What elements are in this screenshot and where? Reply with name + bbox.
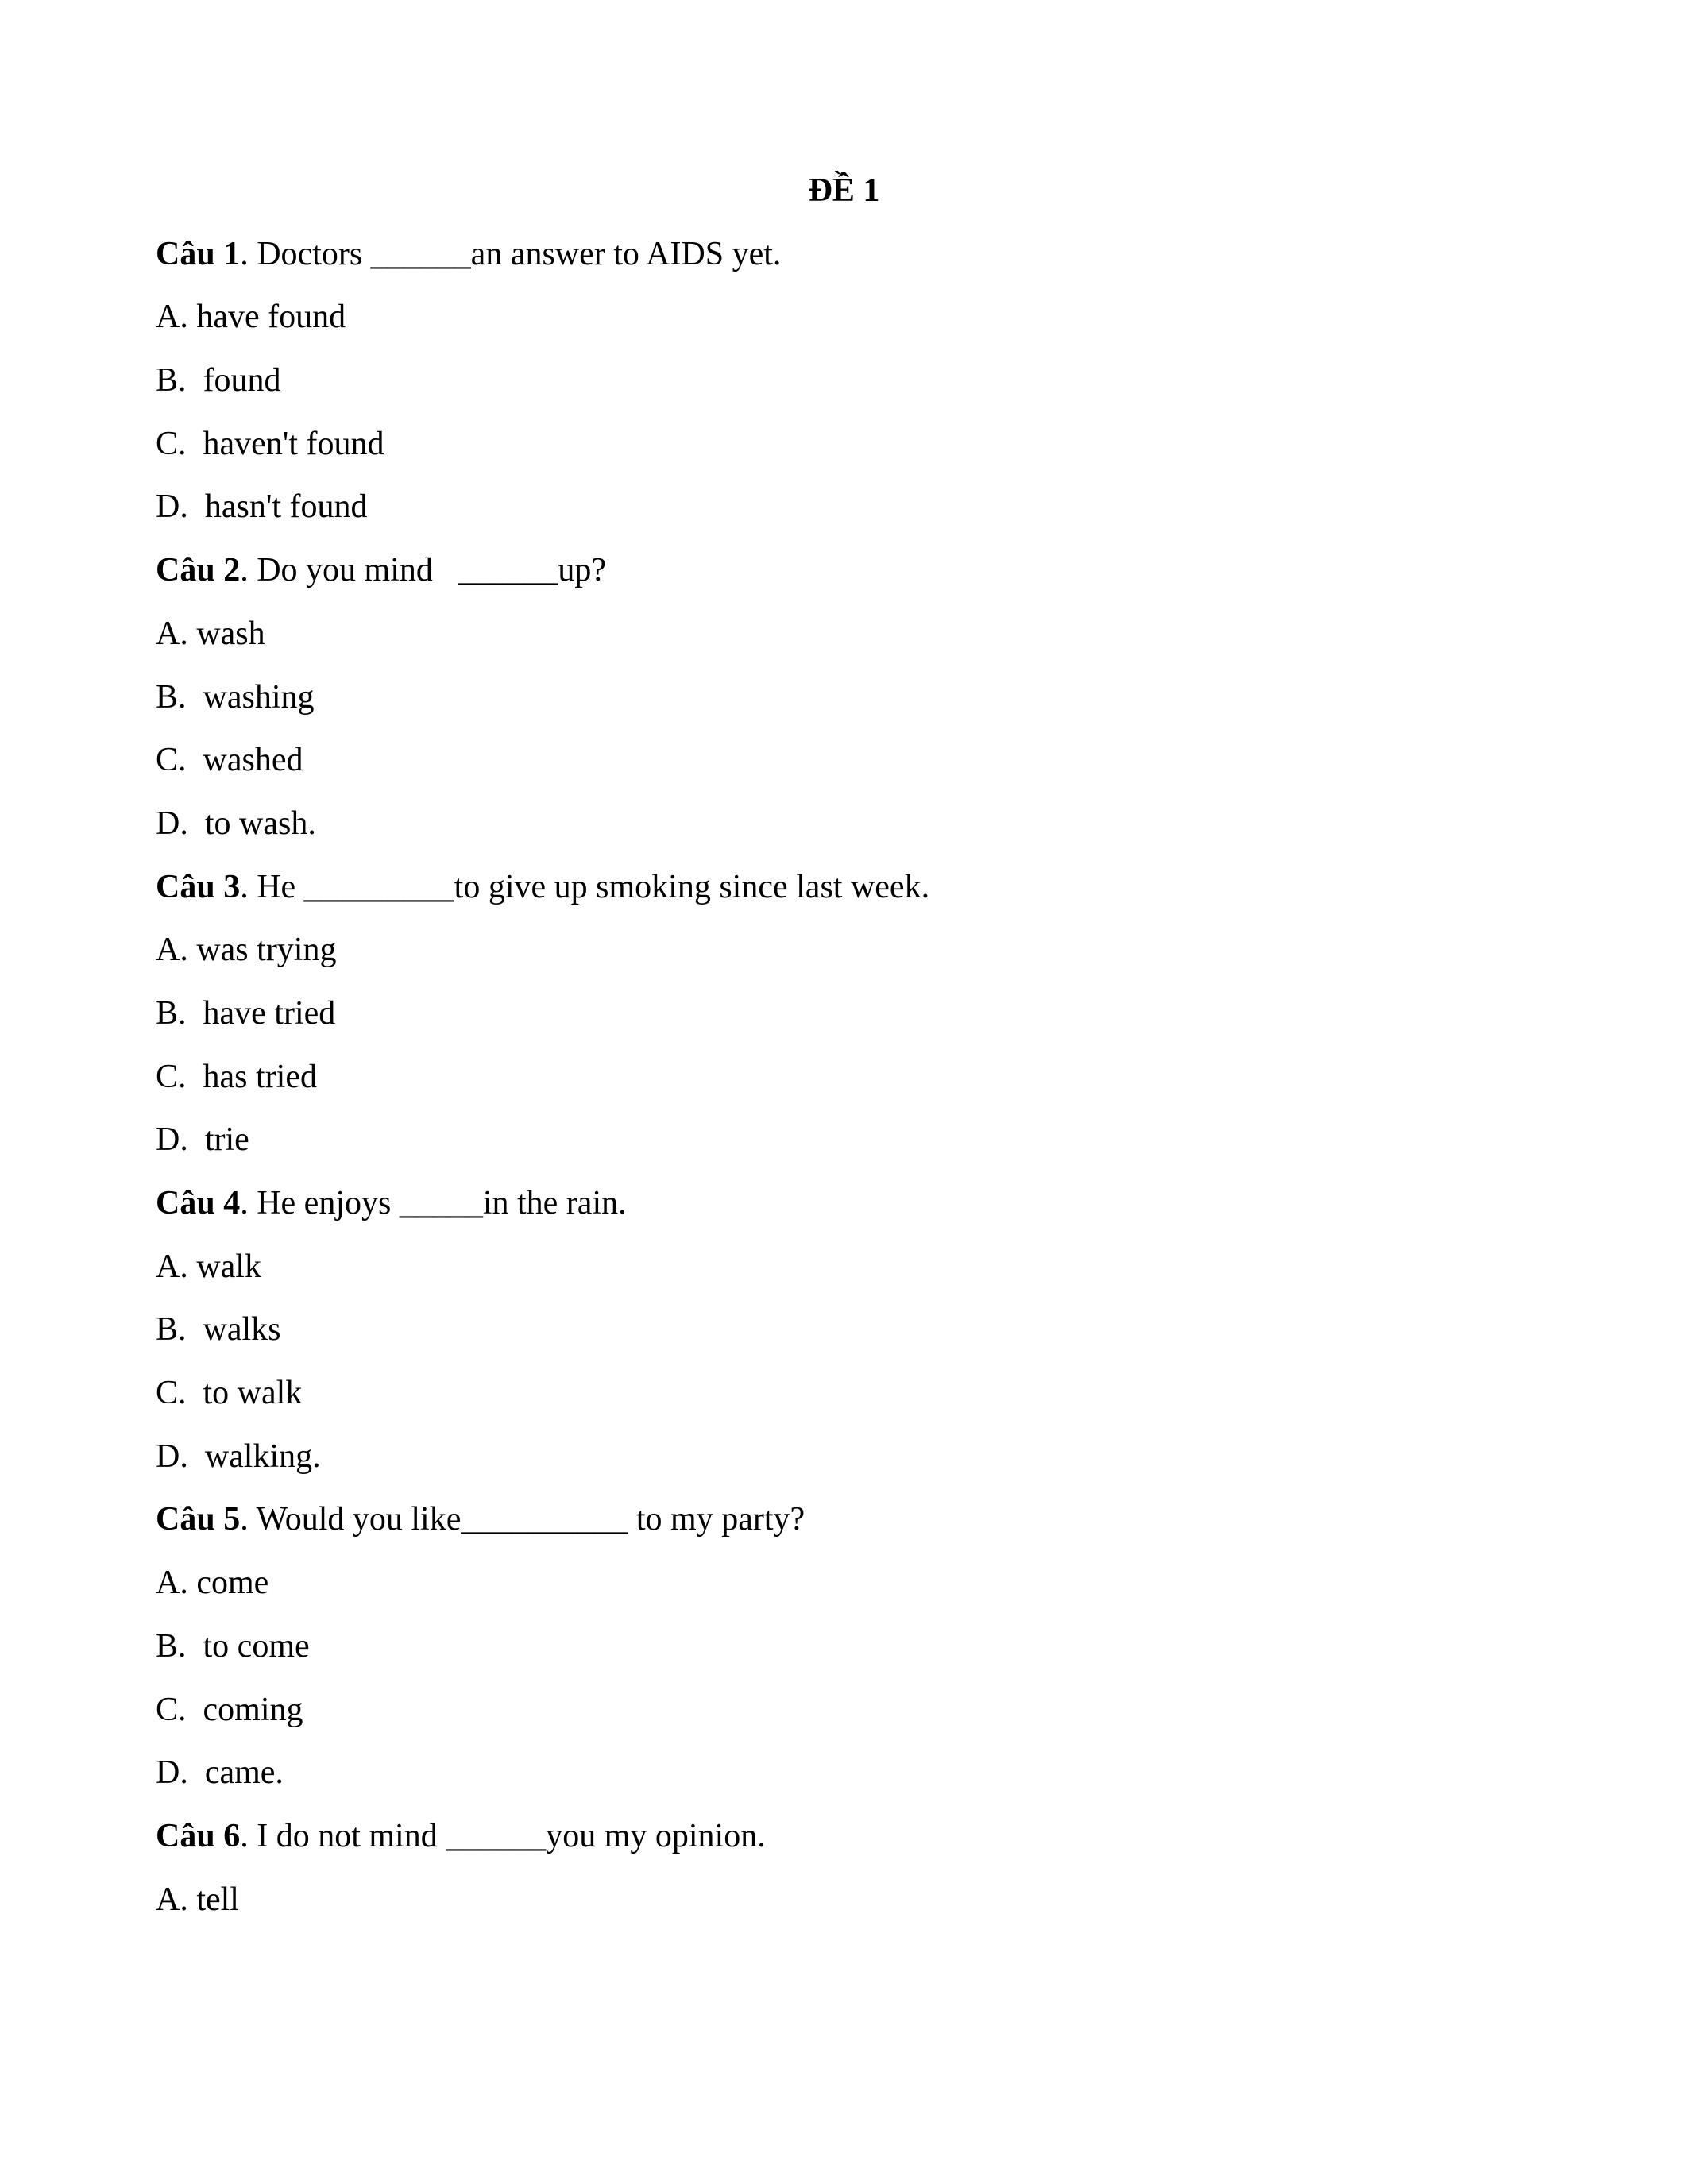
answer-option: C. has tried: [156, 1058, 317, 1095]
answer-option: A. come: [156, 1565, 269, 1602]
document-page: [156, 160, 1532, 1931]
answer-option: C. coming: [156, 1691, 303, 1728]
answer-option: C. haven't found: [156, 425, 384, 462]
document-title: ĐỀ 1: [808, 172, 880, 209]
answer-option: C. to walk: [156, 1375, 303, 1412]
question-label: Câu 6: [156, 1817, 241, 1854]
question-label: Câu 3: [156, 868, 241, 905]
question-text: . Do you mind ______up?: [240, 552, 607, 589]
question-stem: [156, 539, 1532, 603]
question-text: . Doctors ______an answer to AIDS yet.: [240, 235, 782, 272]
answer-option: A. tell: [156, 1881, 239, 1918]
answer-option: D. walking.: [156, 1437, 321, 1475]
question-label: Câu 2: [156, 552, 241, 589]
question-text: . He _________to give up smoking since last week.: [240, 868, 930, 905]
question-stem: [156, 223, 1532, 287]
answer-option: B. walks: [156, 1311, 281, 1349]
answer-option: B. to come: [156, 1627, 310, 1665]
answer-option: A. wash: [156, 615, 265, 652]
question-label: Câu 4: [156, 1185, 241, 1221]
answer-option: D. came.: [156, 1754, 284, 1792]
answer-option: C. washed: [156, 742, 303, 779]
question-stem: [156, 856, 1532, 920]
answer-option: B. found: [156, 362, 281, 399]
question-stem: [156, 1488, 1532, 1552]
answer-option: B. washing: [156, 678, 315, 716]
question-stem: [156, 1805, 1532, 1869]
question-text: . He enjoys _____in the rain.: [240, 1185, 627, 1221]
answer-option: D. hasn't found: [156, 488, 368, 526]
answer-option: A. walk: [156, 1248, 261, 1285]
question-label: Câu 1: [156, 235, 241, 272]
answer-option: A. have found: [156, 299, 346, 336]
answer-option: D. trie: [156, 1121, 249, 1159]
answer-option: B. have tried: [156, 994, 336, 1032]
answer-option: A. was trying: [156, 932, 337, 969]
question-text: . Would you like__________ to my party?: [240, 1501, 805, 1538]
question-stem: [156, 1172, 1532, 1236]
question-text: . I do not mind ______you my opinion.: [240, 1817, 766, 1854]
question-label: Câu 5: [156, 1501, 241, 1538]
answer-option: D. to wash.: [156, 805, 316, 842]
